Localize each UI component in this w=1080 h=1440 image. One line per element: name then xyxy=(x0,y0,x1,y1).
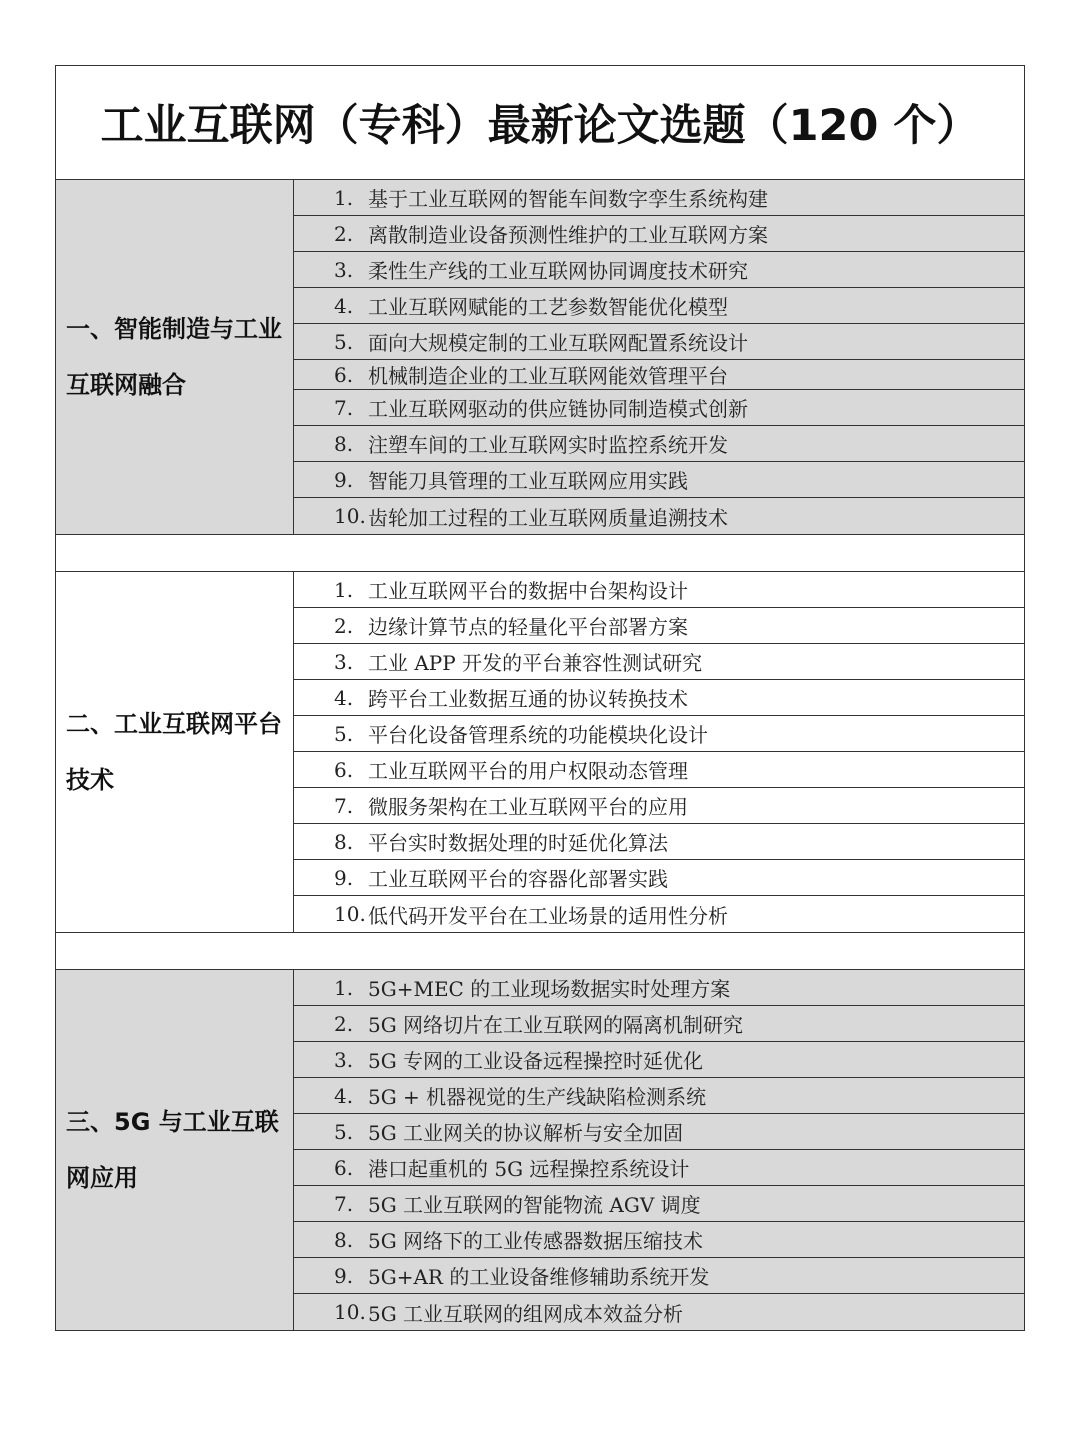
topic-number: 1. xyxy=(334,975,354,1000)
topic-number: 7. xyxy=(334,395,354,420)
topic-text: 平台化设备管理系统的功能模块化设计 xyxy=(368,723,708,747)
topic-text: 港口起重机的 5G 远程操控系统设计 xyxy=(368,1157,690,1181)
topic-text: 工业互联网平台的容器化部署实践 xyxy=(368,867,668,891)
topic-item xyxy=(294,572,1024,608)
topic-number: 1. xyxy=(334,577,354,602)
title-row xyxy=(56,66,1024,180)
section-label-line: 三、5G 与工业互联 xyxy=(66,1108,279,1136)
topic-text: 5G 网络切片在工业互联网的隔离机制研究 xyxy=(368,1013,744,1037)
topic-item xyxy=(294,1006,1024,1042)
section-2 xyxy=(56,572,1024,933)
topic-item xyxy=(294,498,1024,534)
topic-item xyxy=(294,608,1024,644)
topic-text: 工业互联网赋能的工艺参数智能优化模型 xyxy=(368,295,728,319)
section-3 xyxy=(56,970,1024,1330)
topic-text: 工业互联网平台的用户权限动态管理 xyxy=(368,759,688,783)
topic-number: 10. xyxy=(334,1300,366,1324)
topic-number: 10. xyxy=(334,504,366,528)
topic-item xyxy=(294,180,1024,216)
topic-text: 5G+AR 的工业设备维修辅助系统开发 xyxy=(368,1265,710,1289)
topic-number: 4. xyxy=(334,293,354,318)
section-label xyxy=(56,970,294,1330)
topic-list xyxy=(294,180,1024,534)
section-label xyxy=(56,180,294,534)
topic-table xyxy=(55,65,1025,1331)
topic-number: 9. xyxy=(334,1263,354,1288)
topic-text: 5G 工业互联网的智能物流 AGV 调度 xyxy=(368,1193,701,1217)
topic-number: 3. xyxy=(334,1047,354,1072)
topic-item xyxy=(294,426,1024,462)
topic-number: 1. xyxy=(334,185,354,210)
topic-number: 2. xyxy=(334,221,354,246)
topic-number: 7. xyxy=(334,793,354,818)
topic-item xyxy=(294,360,1024,390)
topic-text: 平台实时数据处理的时延优化算法 xyxy=(368,831,668,855)
topic-item xyxy=(294,788,1024,824)
topic-text: 5G 网络下的工业传感器数据压缩技术 xyxy=(368,1229,704,1253)
topic-text: 5G 工业网关的协议解析与安全加固 xyxy=(368,1121,684,1145)
topic-text: 5G 专网的工业设备远程操控时延优化 xyxy=(368,1049,704,1073)
topic-text: 基于工业互联网的智能车间数字孪生系统构建 xyxy=(368,187,768,211)
page-title: 工业互联网（专科）最新论文选题（120 个） xyxy=(100,101,980,151)
topic-item xyxy=(294,1222,1024,1258)
topic-number: 7. xyxy=(334,1191,354,1216)
section-label-line: 网应用 xyxy=(66,1164,138,1192)
topic-text: 柔性生产线的工业互联网协同调度技术研究 xyxy=(368,259,748,283)
topic-item xyxy=(294,216,1024,252)
topic-list xyxy=(294,572,1024,932)
section-label-line: 技术 xyxy=(66,766,114,794)
topic-text: 5G + 机器视觉的生产线缺陷检测系统 xyxy=(368,1085,707,1109)
topic-text: 边缘计算节点的轻量化平台部署方案 xyxy=(368,615,688,639)
topic-text: 工业互联网驱动的供应链协同制造模式创新 xyxy=(368,397,748,421)
topic-text: 面向大规模定制的工业互联网配置系统设计 xyxy=(368,331,748,355)
topic-item xyxy=(294,1042,1024,1078)
topic-number: 4. xyxy=(334,1083,354,1108)
topic-item xyxy=(294,1294,1024,1330)
topic-number: 2. xyxy=(334,613,354,638)
topic-text: 智能刀具管理的工业互联网应用实践 xyxy=(368,469,688,493)
topic-number: 10. xyxy=(334,902,366,926)
section-label-line: 二、工业互联网平台 xyxy=(66,710,282,738)
topic-text: 机械制造企业的工业互联网能效管理平台 xyxy=(368,364,728,388)
topic-number: 6. xyxy=(334,757,354,782)
topic-item xyxy=(294,752,1024,788)
topic-item xyxy=(294,644,1024,680)
section-spacer xyxy=(56,535,1024,572)
topic-number: 6. xyxy=(334,1155,354,1180)
topic-number: 8. xyxy=(334,1227,354,1252)
topic-number: 6. xyxy=(334,362,354,387)
topic-number: 5. xyxy=(334,721,354,746)
section-1 xyxy=(56,180,1024,535)
topic-item xyxy=(294,860,1024,896)
topic-text: 跨平台工业数据互通的协议转换技术 xyxy=(368,687,688,711)
topic-item xyxy=(294,896,1024,932)
topic-item xyxy=(294,1258,1024,1294)
topic-item xyxy=(294,680,1024,716)
topic-number: 3. xyxy=(334,649,354,674)
topic-item xyxy=(294,1078,1024,1114)
topic-text: 齿轮加工过程的工业互联网质量追溯技术 xyxy=(368,505,728,530)
topic-text: 工业互联网平台的数据中台架构设计 xyxy=(368,579,688,603)
topic-number: 9. xyxy=(334,467,354,492)
topic-item xyxy=(294,252,1024,288)
topic-item xyxy=(294,824,1024,860)
topic-number: 2. xyxy=(334,1011,354,1036)
topic-number: 9. xyxy=(334,865,354,890)
topic-item xyxy=(294,390,1024,426)
section-label xyxy=(56,572,294,932)
topic-text: 微服务架构在工业互联网平台的应用 xyxy=(368,795,688,819)
topic-text: 低代码开发平台在工业场景的适用性分析 xyxy=(368,903,728,928)
topic-list xyxy=(294,970,1024,1330)
topic-item xyxy=(294,1150,1024,1186)
topic-number: 8. xyxy=(334,431,354,456)
topic-text: 离散制造业设备预测性维护的工业互联网方案 xyxy=(368,223,768,247)
topic-text: 注塑车间的工业互联网实时监控系统开发 xyxy=(368,433,728,457)
topic-item xyxy=(294,288,1024,324)
topic-number: 5. xyxy=(334,1119,354,1144)
topic-item xyxy=(294,1186,1024,1222)
topic-item xyxy=(294,716,1024,752)
topic-number: 8. xyxy=(334,829,354,854)
topic-number: 4. xyxy=(334,685,354,710)
topic-text: 5G+MEC 的工业现场数据实时处理方案 xyxy=(368,977,731,1001)
section-label-line: 一、智能制造与工业 xyxy=(66,315,282,343)
topic-item xyxy=(294,1114,1024,1150)
topic-item xyxy=(294,462,1024,498)
topic-item xyxy=(294,324,1024,360)
topic-item xyxy=(294,970,1024,1006)
topic-number: 5. xyxy=(334,329,354,354)
section-label-line: 互联网融合 xyxy=(66,371,186,399)
topic-text: 5G 工业互联网的组网成本效益分析 xyxy=(368,1301,684,1326)
topic-text: 工业 APP 开发的平台兼容性测试研究 xyxy=(368,651,703,675)
topic-number: 3. xyxy=(334,257,354,282)
section-spacer xyxy=(56,933,1024,970)
